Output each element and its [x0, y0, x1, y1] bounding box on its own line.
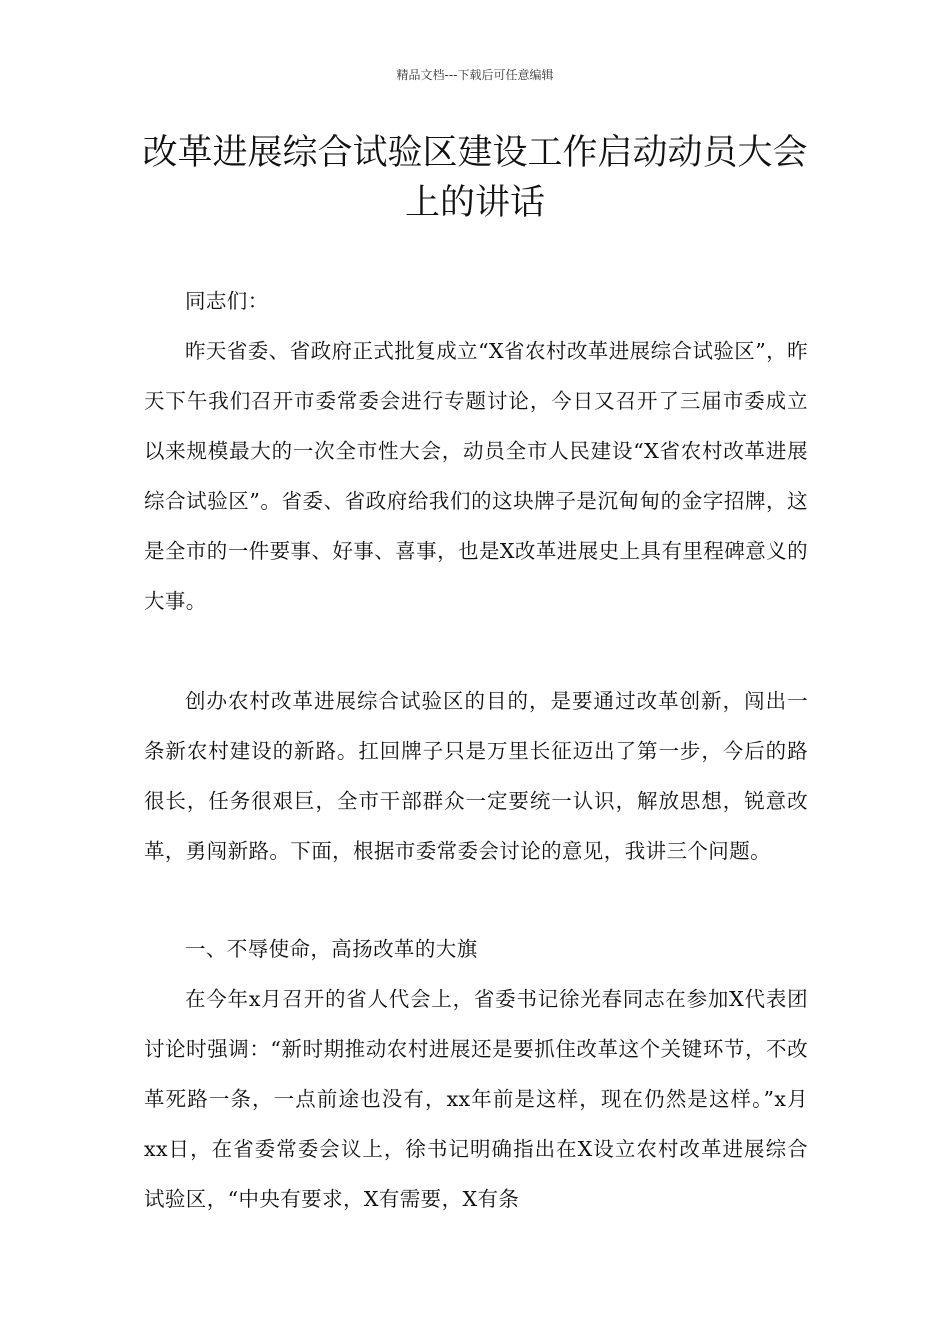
section-heading-text: 一、不辱使命，高扬改革的大旗: [185, 937, 478, 961]
paragraph-2: [144, 676, 808, 876]
paragraph-text: 创办农村改革进展综合试验区的目的，是要通过改革创新，闯出一条新农村建设的新路。扛回牌子只是万里长征迈出了第一步，今后的路很长，任务很艰巨，全市干部群众一定要统一认识，解放思想，锐意改革，勇闯新路。下面，根据市委常委会讨论的意见，我讲三个问题。: [144, 689, 808, 863]
document-title: 改革进展综合试验区建设工作启动动员大会上的讲话: [142, 133, 808, 223]
greeting: [144, 276, 808, 326]
greeting-text: 同志们：: [185, 289, 269, 313]
section-heading: [144, 924, 808, 974]
paragraph-text: 在今年x月召开的省人代会上，省委书记徐光春同志在参加X代表团讨论时强调：“新时期推动农村进展还是要抓住改革这个关键环节，不改革死路一条，一点前途也没有，xx年前是这样，现在仍然是这样。”x月xx日，在省委常委会议上，徐书记明确指出在X设立农村改革进展综合试验区，“中央有要求，X有需要，X有条: [144, 987, 808, 1211]
header-note: 精品文档---下载后可任意编辑: [396, 68, 554, 82]
paragraph-3: [144, 974, 808, 1224]
paragraph-text: 昨天省委、省政府正式批复成立“X省农村改革进展综合试验区”，昨天下午我们召开市委常委会进行专题讨论，今日又召开了三届市委成立以来规模最大的一次全市性大会，动员全市人民建设“X省农村改革进展综合试验区”。省委、省政府给我们的这块牌子是沉甸甸的金字招牌，这是全市的一件要事、好事、喜事，也是X改革进展史上具有里程碑意义的大事。: [144, 339, 808, 613]
paragraph-1: [144, 326, 808, 626]
